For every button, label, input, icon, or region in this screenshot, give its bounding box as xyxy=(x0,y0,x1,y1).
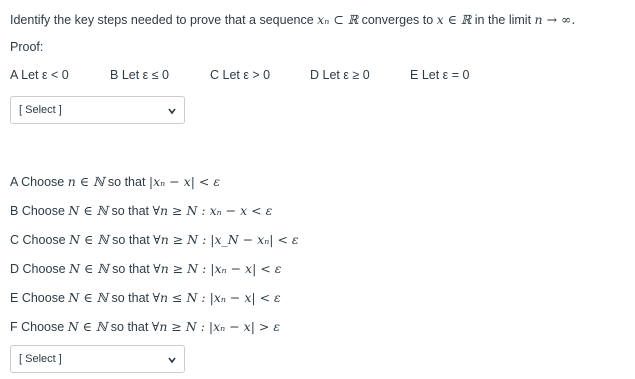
chevron-down-icon xyxy=(167,106,177,116)
option-letter: A xyxy=(10,175,18,189)
option-letter: E xyxy=(10,291,19,305)
option-mid: so that xyxy=(112,262,150,276)
option-condition: ∀n ≤ N : |xₙ − x| < ε xyxy=(152,290,281,305)
question-prompt xyxy=(10,12,575,27)
step2-option-d xyxy=(10,261,281,276)
step1-option-d xyxy=(310,68,370,82)
option-letter: C xyxy=(10,233,20,247)
option-pre: Choose xyxy=(21,175,65,189)
option-math: N ∈ ℕ xyxy=(68,290,108,305)
chevron-down-icon xyxy=(167,355,177,365)
option-letter: D xyxy=(310,68,320,82)
option-letter: F xyxy=(10,320,18,334)
step2-option-f xyxy=(10,319,280,334)
step2-option-e xyxy=(10,290,281,305)
option-mid: so that xyxy=(112,233,150,247)
step1-option-a xyxy=(10,68,69,82)
step1-options xyxy=(10,68,630,86)
option-math: N ∈ ℕ xyxy=(69,261,109,276)
step2-option-a xyxy=(10,174,220,189)
option-condition: |xₙ − x| < ε xyxy=(148,174,221,189)
option-condition: ∀n ≥ N : |x_N − xₙ| < ε xyxy=(153,232,299,247)
option-condition: ∀n ≥ N : |xₙ − x| > ε xyxy=(151,319,281,334)
step1-option-e xyxy=(410,68,469,82)
option-pre: Choose xyxy=(21,291,65,305)
step1-select[interactable] xyxy=(10,96,185,124)
option-letter: B xyxy=(10,204,19,218)
option-math: n ∈ ℕ xyxy=(67,174,105,189)
prompt-text: Identify the key steps needed to prove that a sequence xyxy=(10,13,314,27)
option-letter: E xyxy=(410,68,419,82)
option-mid: so that xyxy=(110,320,149,334)
option-pre: Choose xyxy=(22,262,66,276)
proof-label: Proof: xyxy=(10,40,44,54)
prompt-mid: converges to xyxy=(361,13,434,27)
option-math: N ∈ ℕ xyxy=(67,319,108,334)
prompt-math-limit: x ∈ ℝ xyxy=(436,12,472,27)
option-math: N ∈ ℕ xyxy=(68,203,108,218)
option-mid: so that xyxy=(107,175,146,189)
option-mid: so that xyxy=(111,291,149,305)
option-letter: D xyxy=(10,262,20,276)
option-letter: C xyxy=(210,68,220,82)
option-pre: Choose xyxy=(21,204,65,218)
option-pre: Choose xyxy=(21,320,65,334)
option-condition: ∀n ≥ N : |xₙ − x| < ε xyxy=(153,261,282,276)
step2-option-c xyxy=(10,232,299,247)
step2-option-b xyxy=(10,203,272,218)
option-text: Let ε ≥ 0 xyxy=(322,68,370,82)
prompt-mid2: in the limit xyxy=(474,13,532,27)
step2-select[interactable] xyxy=(10,345,185,373)
step1-option-c xyxy=(210,68,270,82)
option-text: Let ε = 0 xyxy=(421,68,470,82)
option-mid: so that xyxy=(111,204,149,218)
option-pre: Choose xyxy=(22,233,66,247)
prompt-math-sequence: xₙ ⊂ ℝ xyxy=(317,12,359,27)
option-letter: A xyxy=(10,68,18,82)
prompt-math-n: n → ∞. xyxy=(534,12,576,27)
option-text: Let ε < 0 xyxy=(21,68,69,82)
option-text: Let ε ≤ 0 xyxy=(121,68,170,82)
option-condition: ∀n ≥ N : xₙ − x < ε xyxy=(152,203,273,218)
step1-select-label: [ Select ] xyxy=(19,104,62,116)
step2-select-label: [ Select ] xyxy=(19,353,62,365)
step1-option-b xyxy=(110,68,169,82)
option-text: Let ε > 0 xyxy=(222,68,271,82)
option-math: N ∈ ℕ xyxy=(69,232,109,247)
option-letter: B xyxy=(110,68,119,82)
